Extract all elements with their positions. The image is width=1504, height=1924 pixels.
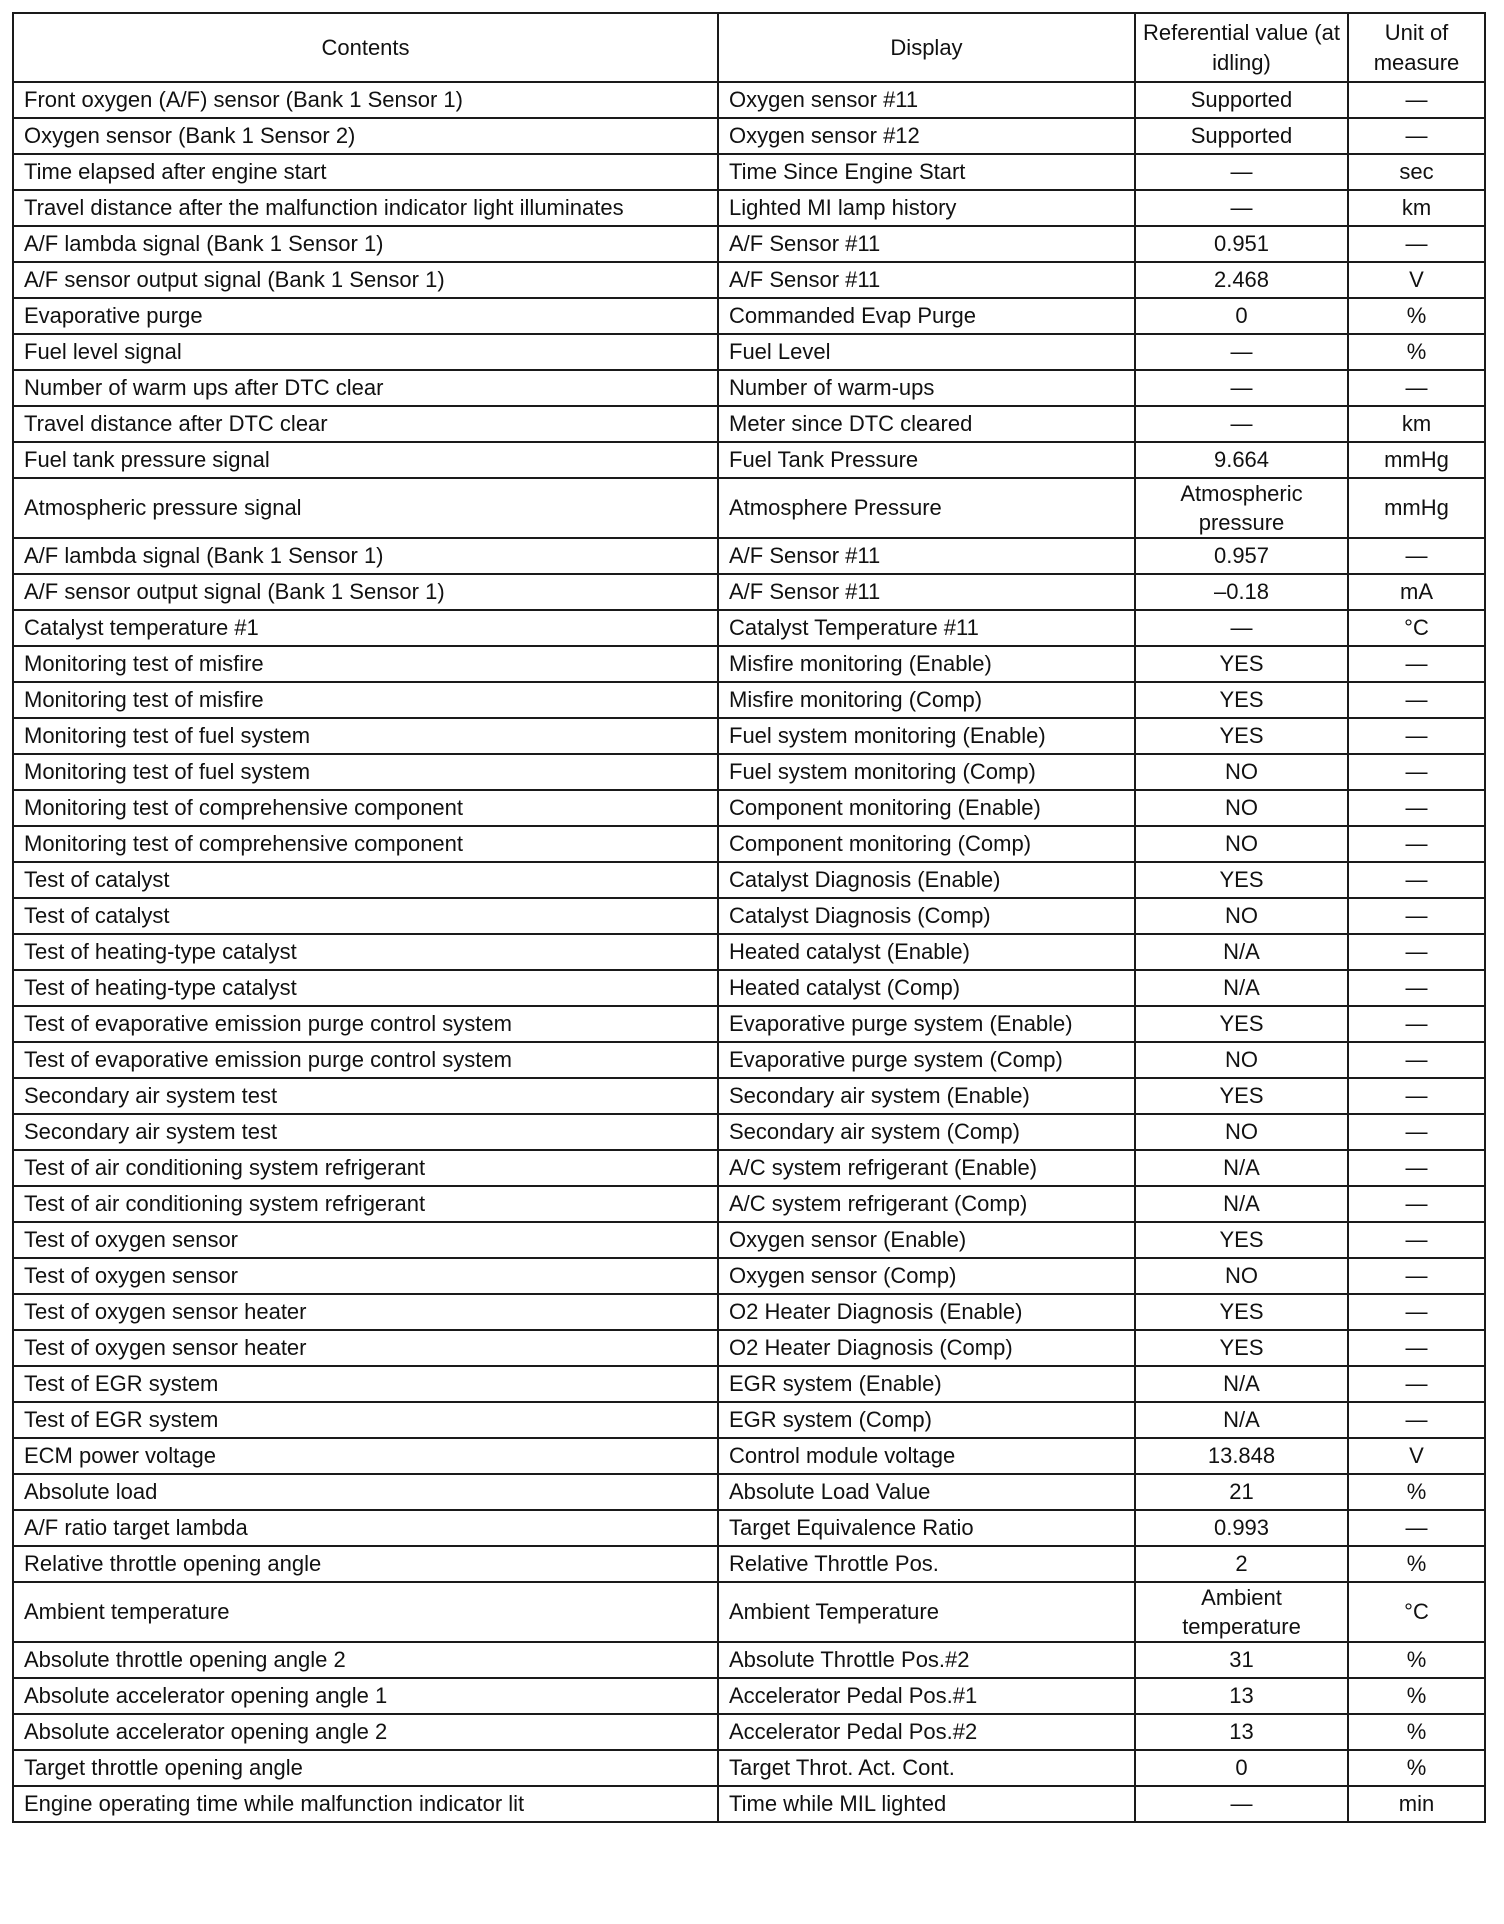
cell-contents: Monitoring test of misfire	[13, 646, 718, 682]
cell-contents: Fuel tank pressure signal	[13, 442, 718, 478]
table-row	[13, 1582, 1485, 1642]
cell-contents: ECM power voltage	[13, 1438, 718, 1474]
table-row	[13, 1150, 1485, 1186]
cell-contents: Oxygen sensor (Bank 1 Sensor 2)	[13, 118, 718, 154]
cell-unit: —	[1348, 970, 1485, 1006]
cell-unit: —	[1348, 682, 1485, 718]
table-row	[13, 1330, 1485, 1366]
cell-unit: %	[1348, 334, 1485, 370]
cell-unit: —	[1348, 370, 1485, 406]
table-row	[13, 1438, 1485, 1474]
cell-display: Relative Throttle Pos.	[718, 1546, 1135, 1582]
cell-display: Component monitoring (Enable)	[718, 790, 1135, 826]
table-row	[13, 262, 1485, 298]
cell-unit: —	[1348, 646, 1485, 682]
cell-ref-value: NO	[1135, 1258, 1348, 1294]
table-row	[13, 862, 1485, 898]
cell-unit: —	[1348, 1330, 1485, 1366]
table-body	[13, 82, 1485, 1822]
cell-unit: V	[1348, 262, 1485, 298]
cell-contents: A/F ratio target lambda	[13, 1510, 718, 1546]
table-row	[13, 406, 1485, 442]
cell-contents: Front oxygen (A/F) sensor (Bank 1 Sensor 1)	[13, 82, 718, 118]
cell-display: Number of warm-ups	[718, 370, 1135, 406]
cell-display: Target Throt. Act. Cont.	[718, 1750, 1135, 1786]
cell-unit: —	[1348, 1186, 1485, 1222]
table-row	[13, 970, 1485, 1006]
cell-unit: %	[1348, 1714, 1485, 1750]
table-row	[13, 82, 1485, 118]
cell-contents: Absolute accelerator opening angle 2	[13, 1714, 718, 1750]
cell-ref-value: 2	[1135, 1546, 1348, 1582]
cell-unit: %	[1348, 298, 1485, 334]
cell-ref-value: YES	[1135, 862, 1348, 898]
cell-contents: Absolute accelerator opening angle 1	[13, 1678, 718, 1714]
cell-unit: —	[1348, 118, 1485, 154]
cell-display: O2 Heater Diagnosis (Comp)	[718, 1330, 1135, 1366]
cell-ref-value: YES	[1135, 682, 1348, 718]
cell-unit: —	[1348, 934, 1485, 970]
cell-ref-value: 0.957	[1135, 538, 1348, 574]
cell-contents: Test of evaporative emission purge control system	[13, 1006, 718, 1042]
cell-ref-value: NO	[1135, 1114, 1348, 1150]
table-row	[13, 934, 1485, 970]
table-row	[13, 1402, 1485, 1438]
cell-unit: —	[1348, 790, 1485, 826]
cell-display: Misfire monitoring (Enable)	[718, 646, 1135, 682]
cell-display: A/C system refrigerant (Comp)	[718, 1186, 1135, 1222]
cell-ref-value: NO	[1135, 1042, 1348, 1078]
cell-contents: Time elapsed after engine start	[13, 154, 718, 190]
header-unit: Unit of measure	[1348, 13, 1485, 82]
table-row	[13, 1678, 1485, 1714]
cell-display: Heated catalyst (Comp)	[718, 970, 1135, 1006]
cell-unit: —	[1348, 538, 1485, 574]
cell-ref-value: 31	[1135, 1642, 1348, 1678]
cell-ref-value: N/A	[1135, 970, 1348, 1006]
cell-contents: A/F lambda signal (Bank 1 Sensor 1)	[13, 538, 718, 574]
cell-display: Secondary air system (Enable)	[718, 1078, 1135, 1114]
cell-contents: Travel distance after the malfunction indicator light illuminates	[13, 190, 718, 226]
table-row	[13, 610, 1485, 646]
cell-contents: Travel distance after DTC clear	[13, 406, 718, 442]
cell-display: Control module voltage	[718, 1438, 1135, 1474]
cell-unit: —	[1348, 1402, 1485, 1438]
cell-display: A/F Sensor #11	[718, 262, 1135, 298]
cell-display: Fuel Level	[718, 334, 1135, 370]
cell-unit: —	[1348, 1258, 1485, 1294]
cell-contents: Secondary air system test	[13, 1114, 718, 1150]
cell-unit: —	[1348, 1114, 1485, 1150]
cell-unit: —	[1348, 1006, 1485, 1042]
table-row	[13, 1750, 1485, 1786]
cell-contents: Secondary air system test	[13, 1078, 718, 1114]
cell-unit: —	[1348, 1078, 1485, 1114]
cell-display: Absolute Throttle Pos.#2	[718, 1642, 1135, 1678]
cell-unit: mmHg	[1348, 478, 1485, 538]
cell-display: Ambient Temperature	[718, 1582, 1135, 1642]
cell-display: Catalyst Temperature #11	[718, 610, 1135, 646]
cell-ref-value: —	[1135, 334, 1348, 370]
cell-display: A/C system refrigerant (Enable)	[718, 1150, 1135, 1186]
cell-ref-value: —	[1135, 610, 1348, 646]
cell-ref-value: N/A	[1135, 1186, 1348, 1222]
cell-contents: Test of air conditioning system refrigerant	[13, 1150, 718, 1186]
cell-ref-value: Atmospheric pressure	[1135, 478, 1348, 538]
cell-display: EGR system (Comp)	[718, 1402, 1135, 1438]
cell-ref-value: —	[1135, 370, 1348, 406]
cell-unit: —	[1348, 1366, 1485, 1402]
cell-contents: Test of air conditioning system refrigerant	[13, 1186, 718, 1222]
cell-ref-value: —	[1135, 190, 1348, 226]
table-row	[13, 754, 1485, 790]
table-row	[13, 1714, 1485, 1750]
cell-unit: —	[1348, 1294, 1485, 1330]
cell-display: Fuel system monitoring (Enable)	[718, 718, 1135, 754]
cell-ref-value: NO	[1135, 754, 1348, 790]
header-row	[13, 13, 1485, 82]
header-display: Display	[718, 13, 1135, 82]
cell-display: Catalyst Diagnosis (Enable)	[718, 862, 1135, 898]
table-row	[13, 154, 1485, 190]
cell-unit: —	[1348, 826, 1485, 862]
cell-unit: mA	[1348, 574, 1485, 610]
table-row	[13, 718, 1485, 754]
cell-display: Oxygen sensor #11	[718, 82, 1135, 118]
cell-contents: Monitoring test of fuel system	[13, 718, 718, 754]
table-row	[13, 478, 1485, 538]
cell-contents: Test of oxygen sensor	[13, 1258, 718, 1294]
cell-contents: Atmospheric pressure signal	[13, 478, 718, 538]
cell-unit: —	[1348, 1510, 1485, 1546]
cell-contents: Absolute load	[13, 1474, 718, 1510]
table-row	[13, 1258, 1485, 1294]
cell-unit: %	[1348, 1642, 1485, 1678]
cell-display: EGR system (Enable)	[718, 1366, 1135, 1402]
cell-ref-value: 2.468	[1135, 262, 1348, 298]
cell-ref-value: 13	[1135, 1714, 1348, 1750]
cell-ref-value: YES	[1135, 1078, 1348, 1114]
cell-display: Fuel Tank Pressure	[718, 442, 1135, 478]
cell-ref-value: 13	[1135, 1678, 1348, 1714]
cell-ref-value: YES	[1135, 1222, 1348, 1258]
table-row	[13, 826, 1485, 862]
table-row	[13, 1510, 1485, 1546]
cell-display: O2 Heater Diagnosis (Enable)	[718, 1294, 1135, 1330]
cell-unit: —	[1348, 1042, 1485, 1078]
cell-ref-value: –0.18	[1135, 574, 1348, 610]
cell-contents: Fuel level signal	[13, 334, 718, 370]
table-row	[13, 298, 1485, 334]
cell-unit: °C	[1348, 610, 1485, 646]
cell-contents: Ambient temperature	[13, 1582, 718, 1642]
table-row	[13, 370, 1485, 406]
cell-unit: —	[1348, 898, 1485, 934]
cell-contents: Relative throttle opening angle	[13, 1546, 718, 1582]
cell-display: Oxygen sensor (Comp)	[718, 1258, 1135, 1294]
table-row	[13, 538, 1485, 574]
table-row	[13, 790, 1485, 826]
cell-ref-value: Supported	[1135, 82, 1348, 118]
cell-ref-value: NO	[1135, 790, 1348, 826]
cell-ref-value: YES	[1135, 718, 1348, 754]
table-row	[13, 190, 1485, 226]
cell-contents: Monitoring test of comprehensive component	[13, 790, 718, 826]
cell-contents: Test of catalyst	[13, 898, 718, 934]
cell-contents: Monitoring test of misfire	[13, 682, 718, 718]
table-row	[13, 334, 1485, 370]
cell-unit: V	[1348, 1438, 1485, 1474]
cell-unit: sec	[1348, 154, 1485, 190]
table-row	[13, 1006, 1485, 1042]
cell-unit: —	[1348, 1222, 1485, 1258]
cell-ref-value: 13.848	[1135, 1438, 1348, 1474]
cell-unit: km	[1348, 406, 1485, 442]
cell-ref-value: 0.951	[1135, 226, 1348, 262]
cell-display: Evaporative purge system (Comp)	[718, 1042, 1135, 1078]
cell-ref-value: YES	[1135, 1006, 1348, 1042]
cell-display: Accelerator Pedal Pos.#1	[718, 1678, 1135, 1714]
cell-display: Catalyst Diagnosis (Comp)	[718, 898, 1135, 934]
cell-ref-value: Ambient temperature	[1135, 1582, 1348, 1642]
table-row	[13, 1546, 1485, 1582]
cell-display: A/F Sensor #11	[718, 574, 1135, 610]
cell-display: Atmosphere Pressure	[718, 478, 1135, 538]
table-row	[13, 1078, 1485, 1114]
table-row	[13, 226, 1485, 262]
cell-display: Evaporative purge system (Enable)	[718, 1006, 1135, 1042]
cell-contents: Test of evaporative emission purge control system	[13, 1042, 718, 1078]
cell-display: Secondary air system (Comp)	[718, 1114, 1135, 1150]
cell-contents: A/F sensor output signal (Bank 1 Sensor 1)	[13, 262, 718, 298]
table-row	[13, 898, 1485, 934]
table-row	[13, 1642, 1485, 1678]
cell-unit: —	[1348, 1150, 1485, 1186]
cell-ref-value: N/A	[1135, 1402, 1348, 1438]
cell-unit: —	[1348, 862, 1485, 898]
table-row	[13, 1786, 1485, 1822]
cell-contents: Test of oxygen sensor	[13, 1222, 718, 1258]
cell-display: Commanded Evap Purge	[718, 298, 1135, 334]
cell-unit: min	[1348, 1786, 1485, 1822]
cell-display: Heated catalyst (Enable)	[718, 934, 1135, 970]
table-row	[13, 1222, 1485, 1258]
table-row	[13, 442, 1485, 478]
cell-contents: A/F lambda signal (Bank 1 Sensor 1)	[13, 226, 718, 262]
header-contents: Contents	[13, 13, 718, 82]
cell-ref-value: Supported	[1135, 118, 1348, 154]
table-row	[13, 1366, 1485, 1402]
cell-contents: Test of oxygen sensor heater	[13, 1294, 718, 1330]
cell-display: Time while MIL lighted	[718, 1786, 1135, 1822]
cell-ref-value: N/A	[1135, 1150, 1348, 1186]
table-row	[13, 1042, 1485, 1078]
cell-ref-value: 0.993	[1135, 1510, 1348, 1546]
cell-display: Fuel system monitoring (Comp)	[718, 754, 1135, 790]
cell-ref-value: YES	[1135, 1330, 1348, 1366]
table-row	[13, 646, 1485, 682]
table-row	[13, 1186, 1485, 1222]
cell-ref-value: 9.664	[1135, 442, 1348, 478]
cell-ref-value: 21	[1135, 1474, 1348, 1510]
cell-ref-value: —	[1135, 1786, 1348, 1822]
cell-unit: —	[1348, 754, 1485, 790]
cell-display: A/F Sensor #11	[718, 538, 1135, 574]
cell-contents: Test of catalyst	[13, 862, 718, 898]
cell-ref-value: N/A	[1135, 1366, 1348, 1402]
cell-display: Accelerator Pedal Pos.#2	[718, 1714, 1135, 1750]
cell-display: Oxygen sensor (Enable)	[718, 1222, 1135, 1258]
cell-unit: —	[1348, 82, 1485, 118]
cell-unit: %	[1348, 1678, 1485, 1714]
cell-ref-value: N/A	[1135, 934, 1348, 970]
cell-unit: mmHg	[1348, 442, 1485, 478]
cell-display: Time Since Engine Start	[718, 154, 1135, 190]
cell-unit: —	[1348, 718, 1485, 754]
cell-contents: Monitoring test of fuel system	[13, 754, 718, 790]
cell-display: A/F Sensor #11	[718, 226, 1135, 262]
cell-display: Oxygen sensor #12	[718, 118, 1135, 154]
cell-display: Meter since DTC cleared	[718, 406, 1135, 442]
cell-unit: °C	[1348, 1582, 1485, 1642]
table-row	[13, 1294, 1485, 1330]
table-row	[13, 574, 1485, 610]
cell-contents: Monitoring test of comprehensive component	[13, 826, 718, 862]
cell-ref-value: YES	[1135, 1294, 1348, 1330]
cell-contents: Test of EGR system	[13, 1402, 718, 1438]
cell-display: Component monitoring (Comp)	[718, 826, 1135, 862]
table-row	[13, 682, 1485, 718]
cell-contents: Engine operating time while malfunction indicator lit	[13, 1786, 718, 1822]
table-row	[13, 1114, 1485, 1150]
cell-display: Lighted MI lamp history	[718, 190, 1135, 226]
cell-display: Absolute Load Value	[718, 1474, 1135, 1510]
cell-contents: Catalyst temperature #1	[13, 610, 718, 646]
table-row	[13, 118, 1485, 154]
header-ref-value: Referential value (at idling)	[1135, 13, 1348, 82]
cell-ref-value: 0	[1135, 298, 1348, 334]
cell-contents: Absolute throttle opening angle 2	[13, 1642, 718, 1678]
cell-unit: %	[1348, 1474, 1485, 1510]
cell-contents: A/F sensor output signal (Bank 1 Sensor 1)	[13, 574, 718, 610]
cell-contents: Test of EGR system	[13, 1366, 718, 1402]
cell-ref-value: YES	[1135, 646, 1348, 682]
cell-ref-value: 0	[1135, 1750, 1348, 1786]
cell-unit: %	[1348, 1546, 1485, 1582]
cell-contents: Evaporative purge	[13, 298, 718, 334]
data-table	[12, 12, 1486, 1823]
cell-contents: Test of heating-type catalyst	[13, 934, 718, 970]
cell-unit: —	[1348, 226, 1485, 262]
cell-ref-value: NO	[1135, 898, 1348, 934]
cell-display: Target Equivalence Ratio	[718, 1510, 1135, 1546]
cell-contents: Number of warm ups after DTC clear	[13, 370, 718, 406]
cell-contents: Target throttle opening angle	[13, 1750, 718, 1786]
cell-contents: Test of heating-type catalyst	[13, 970, 718, 1006]
cell-ref-value: —	[1135, 154, 1348, 190]
table-header	[13, 13, 1485, 82]
cell-unit: km	[1348, 190, 1485, 226]
table-row	[13, 1474, 1485, 1510]
cell-contents: Test of oxygen sensor heater	[13, 1330, 718, 1366]
cell-ref-value: —	[1135, 406, 1348, 442]
cell-ref-value: NO	[1135, 826, 1348, 862]
cell-display: Misfire monitoring (Comp)	[718, 682, 1135, 718]
cell-unit: %	[1348, 1750, 1485, 1786]
